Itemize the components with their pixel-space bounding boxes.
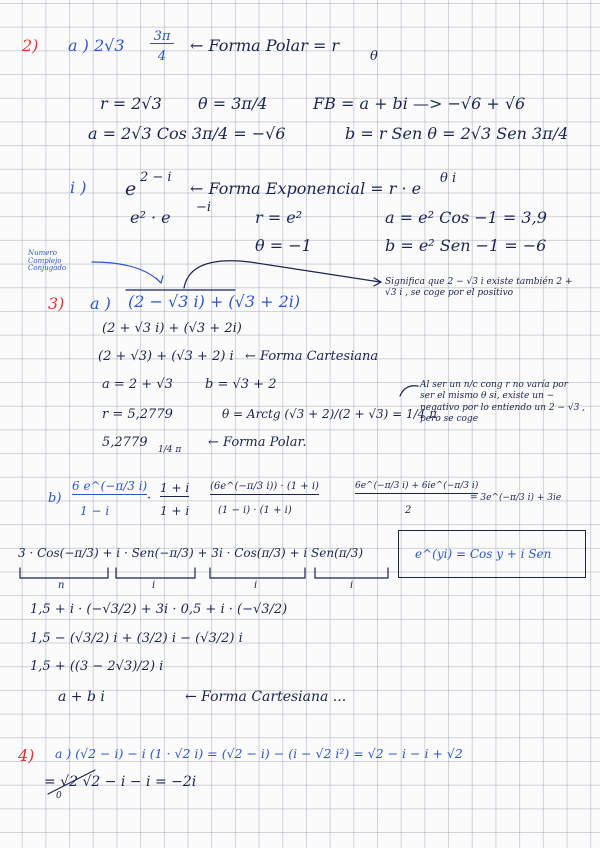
cartesian-form-label: ← Forma Cartesiana	[245, 349, 379, 364]
exercise-2i-exponent: 2 − i	[140, 170, 172, 185]
exercise-b-step2: 1,5 + i · (−√3/2) + 3i · 0,5 + i · (−√3/2)	[30, 602, 288, 617]
exercise-2-binomial: FB = a + bi —> −√6 + √6	[313, 94, 526, 113]
conjugate-explanation-note: Significa que 2 − √3 i existe también 2 + √3 i , se coge por el positivo	[385, 277, 573, 299]
exercise-2i-expression: e	[125, 178, 137, 200]
right-note-arrow	[184, 261, 380, 288]
exercise-2-a-value: a = 2√3 Cos 3π/4 = −√6	[88, 124, 286, 143]
conjugate-arrowhead	[156, 276, 163, 283]
exercise-2a-expression: a ) 2√3	[68, 36, 125, 55]
euler-formula: e^(yi) = Cos y + i Sen	[415, 547, 552, 561]
exponential-form-label: ← Forma Exponencial = r · e	[190, 179, 422, 198]
exercise-3-a: a = 2 + √3	[102, 377, 173, 392]
bracket-label-3: i	[254, 580, 258, 591]
modulus-note-arrow	[400, 386, 418, 396]
exercise-b-frac2-den: 1 + i	[160, 504, 190, 518]
exercise-2i-split-exponent: −i	[196, 200, 212, 215]
exercise-3-step2: (2 + √3) + (√3 + 2) i	[98, 349, 234, 364]
exercise-2-number: 2)	[22, 36, 39, 55]
exercise-b-step3: 1,5 − (√3/2) i + (3/2) i − (√3/2) i	[30, 631, 243, 646]
exercise-2a-fraction-den: 4	[157, 49, 167, 64]
exercise-4-number: 4)	[18, 746, 35, 765]
bracket-1	[20, 568, 108, 578]
modulus-explanation-note: Al ser un n/c cong r no varía por ser el mismo θ si, existe un − negativo por lo entiendo un 2 − √3 , pero se coge	[420, 380, 586, 424]
exercise-2i-label: i )	[70, 178, 87, 197]
bracket-3	[210, 568, 305, 578]
exercise-b-eq1-den: (1 − i) · (1 + i)	[218, 505, 292, 516]
exercise-3-step1: (2 + √3 i) + (√3 + 2i)	[102, 321, 242, 336]
exercise-2-r: r = 2√3	[100, 94, 162, 113]
polar-form-label-sub: θ	[370, 49, 378, 64]
bracket-label-1: n	[58, 580, 65, 591]
exercise-b-label: b)	[48, 491, 62, 506]
exercise-b-frac2-num: 1 + i	[160, 481, 190, 495]
exercise-3-r: r = 5,2779	[102, 407, 173, 422]
polar-form-label: ← Forma Polar = r	[190, 36, 340, 55]
exercise-2-theta: θ = 3π/4	[198, 94, 268, 113]
cartesian-form-label-b: ← Forma Cartesiana ...	[185, 689, 347, 705]
exercise-2i-a: a = e² Cos −1 = 3,9	[385, 208, 547, 227]
exercise-4a-result: = √2 √2 − i − i = −2i	[44, 774, 197, 790]
exercise-b-eq3: = 3e^(−π/3 i) + 3ie	[470, 493, 562, 503]
exercise-b-frac1-num: 6 e^(−π/3 i)	[72, 479, 148, 493]
exercise-3-theta: θ = Arctg (√3 + 2)/(2 + √3) = 1/4 π	[222, 407, 438, 421]
exponential-form-exponent: θ i	[440, 171, 457, 186]
exercise-3-number: 3)	[48, 294, 65, 313]
polar-form-label-3: ← Forma Polar.	[208, 435, 307, 450]
exercise-b-step4: 1,5 + ((3 − 2√3)/2) i	[30, 659, 164, 674]
exercise-2-b-value: b = r Sen θ = 2√3 Sen 3π/4	[345, 124, 569, 143]
exercise-2i-b: b = e² Sen −1 = −6	[385, 236, 547, 255]
conjugate-side-note: Numero Complejo Conjugado	[28, 249, 67, 273]
exercise-2a-fraction-num: 3π	[150, 30, 174, 44]
exercise-b-dot: ·	[147, 491, 152, 506]
exercise-b-euler-expansion: 3 · Cos(−π/3) + i · Sen(−π/3) + 3i · Cos(π/3) + i Sen(π/3)	[18, 546, 364, 560]
exercise-3a-expression: (2 − √3 i) + (√3 + 2i)	[128, 292, 301, 311]
exercise-b-eq2-den: 2	[405, 505, 412, 516]
exercise-3-polar-value: 5,2779	[102, 435, 148, 450]
conjugate-arrow	[92, 262, 160, 282]
bracket-4	[315, 568, 388, 578]
exercise-2i-r: r = e²	[255, 208, 303, 227]
exercise-2i-theta: θ = −1	[255, 236, 312, 255]
exercise-b-frac1-den: 1 − i	[80, 504, 110, 518]
exercise-b-result: a + b i	[58, 689, 105, 705]
bracket-label-2: i	[152, 580, 156, 591]
exercise-3-b: b = √3 + 2	[205, 377, 277, 392]
exercise-3-polar-angle: 1/4 π	[158, 445, 182, 455]
exercise-b-eq1-num: (6e^(−π/3 i)) · (1 + i)	[210, 482, 319, 495]
cancel-mark: 0	[56, 791, 62, 801]
exercise-2i-split: e² · e	[130, 208, 171, 227]
bracket-label-4: i	[350, 580, 354, 591]
bracket-2	[116, 568, 195, 578]
exercise-b-eq2-num: 6e^(−π/3 i) + 6ie^(−π/3 i)	[355, 482, 478, 494]
exercise-4a-expression: a ) (√2 − i) − i (1 · √2 i) = (√2 − i) − (i − √2 i²) = √2 − i − i + √2	[55, 746, 463, 761]
exercise-3a-label: a )	[90, 294, 111, 313]
